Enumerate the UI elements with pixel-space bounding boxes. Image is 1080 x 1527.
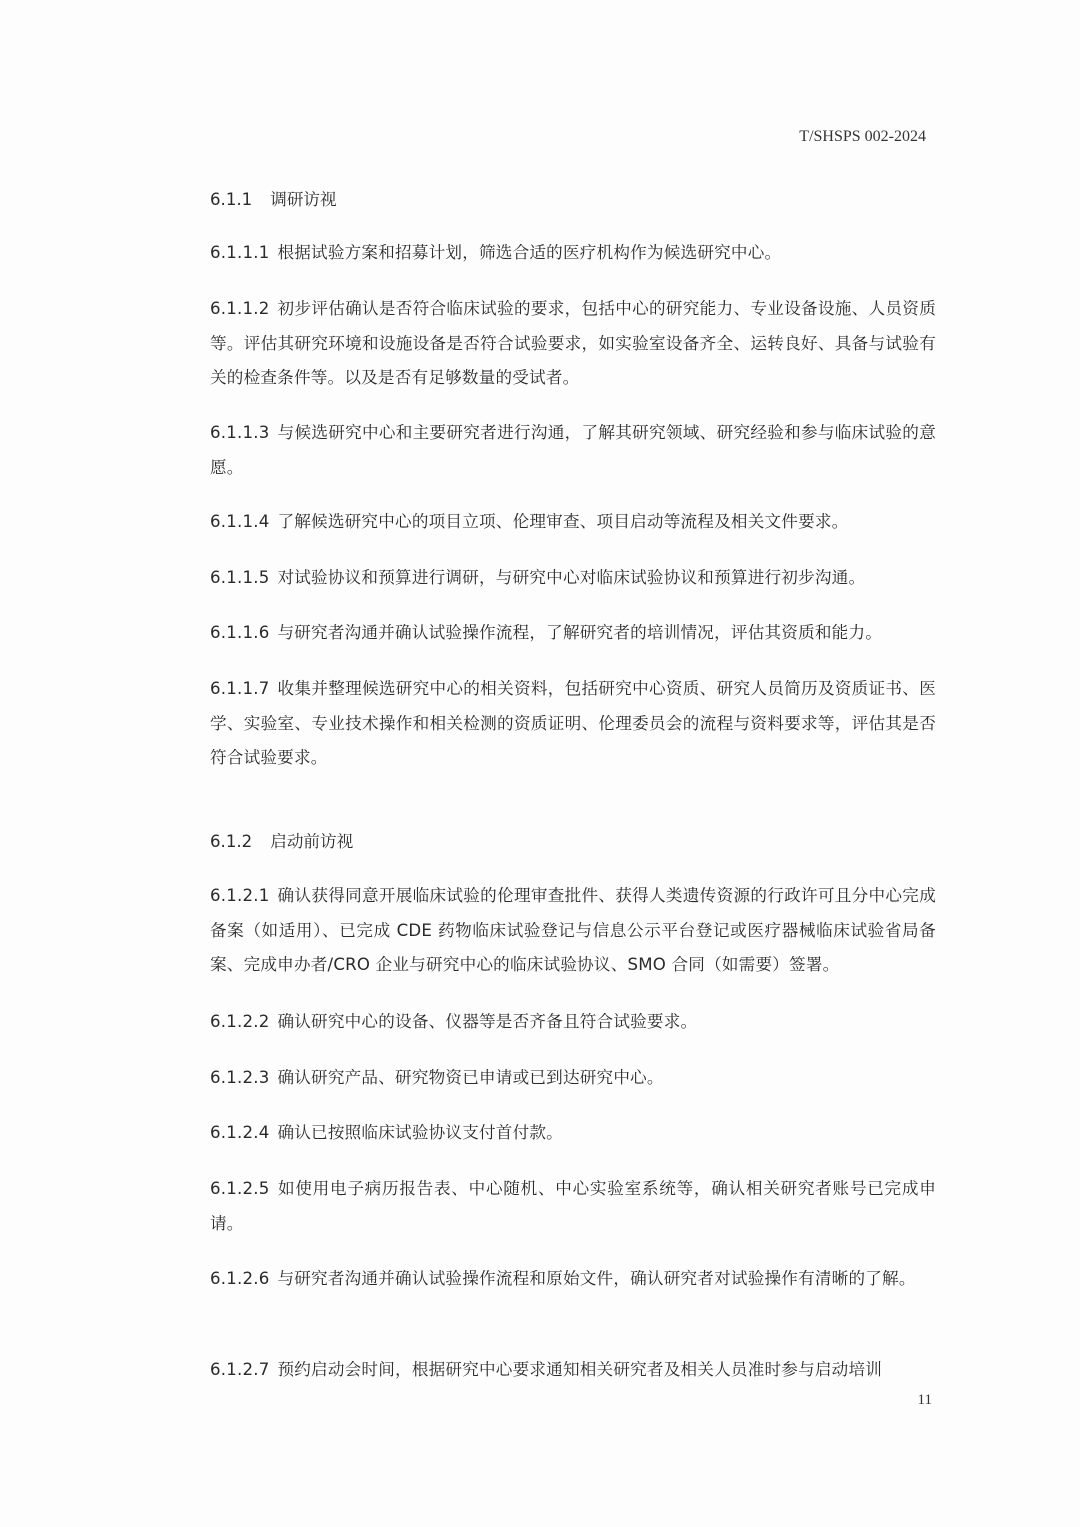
clause-6-1-1-2 [210,292,936,396]
clause-number: 6.1.1.7 [210,679,270,698]
clause-text: 对试验协议和预算进行调研，与研究中心对临床试验协议和预算进行初步沟通。 [277,568,866,587]
clause-text: 初步评估确认是否符合临床试验的要求，包括中心的研究能力、专业设备设施、人员资质等。评估其研究环境和设施设备是否符合试验要求，如实验室设备齐全、运转良好、具备与试验有关的检查条件等。以及是否有足够数量的受试者。 [210,299,936,388]
clause-number: 6.1.1.1 [210,243,270,262]
clause-number: 6.1.2.3 [210,1068,270,1087]
section-number: 6.1.1 [210,190,253,209]
clause-6-1-2-4 [210,1116,936,1151]
clause-number: 6.1.1.5 [210,568,270,587]
clause-6-1-2-3 [210,1061,936,1096]
clause-number: 6.1.2.1 [210,886,270,905]
clause-text: 根据试验方案和招募计划，筛选合适的医疗机构作为候选研究中心。 [277,243,782,262]
clause-6-1-1-7 [210,672,936,776]
clause-number: 6.1.2.5 [210,1179,270,1198]
section-heading-6-1-2 [210,825,353,859]
clause-number: 6.1.1.4 [210,512,270,531]
clause-number: 6.1.1.3 [210,423,270,442]
clause-text: 预约启动会时间，根据研究中心要求通知相关研究者及相关人员准时参与启动培训 [277,1360,883,1379]
clause-text: 确认获得同意开展临床试验的伦理审查批件、获得人类遗传资源的行政许可且分中心完成备案（如适用）、已完成 CDE 药物临床试验登记与信息公示平台登记或医疗器械临床试验省局备案、完成申办者/CRO 企业与研究中心的临床试验协议、SMO 合同（如需要）签署。 [210,886,936,975]
clause-number: 6.1.2.2 [210,1012,270,1031]
clause-6-1-2-2 [210,1005,936,1040]
clause-6-1-2-6 [210,1262,936,1297]
clause-6-1-1-1 [210,236,936,271]
clause-6-1-1-6 [210,616,936,651]
clause-text: 如使用电子病历报告表、中心随机、中心实验室系统等，确认相关研究者账号已完成申请。 [210,1179,936,1233]
page-number: 11 [917,1392,932,1408]
clause-text: 与研究者沟通并确认试验操作流程和原始文件，确认研究者对试验操作有清晰的了解。 [277,1269,916,1288]
section-heading-6-1-1 [210,183,337,217]
clause-6-1-2-5 [210,1172,936,1241]
clause-number: 6.1.2.7 [210,1360,270,1379]
clause-text: 确认研究中心的设备、仪器等是否齐备且符合试验要求。 [277,1012,698,1031]
clause-text: 与候选研究中心和主要研究者进行沟通，了解其研究领域、研究经验和参与临床试验的意愿。 [210,423,936,477]
clause-6-1-1-4 [210,505,936,540]
clause-number: 6.1.1.2 [210,299,270,318]
clause-text: 了解候选研究中心的项目立项、伦理审查、项目启动等流程及相关文件要求。 [277,512,849,531]
clause-number: 6.1.2.4 [210,1123,270,1142]
clause-text: 收集并整理候选研究中心的相关资料，包括研究中心资质、研究人员简历及资质证书、医学、实验室、专业技术操作和相关检测的资质证明、伦理委员会的流程与资料要求等，评估其是否符合试验要求。 [210,679,936,768]
clause-text: 与研究者沟通并确认试验操作流程，了解研究者的培训情况，评估其资质和能力。 [277,623,883,642]
clause-6-1-2-1 [210,879,936,983]
clause-6-1-1-5 [210,561,936,596]
clause-6-1-2-7 [210,1353,936,1388]
clause-text: 确认已按照临床试验协议支付首付款。 [277,1123,563,1142]
clause-text: 确认研究产品、研究物资已申请或已到达研究中心。 [277,1068,664,1087]
section-title: 调研访视 [270,190,337,209]
section-number: 6.1.2 [210,832,253,851]
section-title: 启动前访视 [270,832,354,851]
clause-number: 6.1.1.6 [210,623,270,642]
clause-number: 6.1.2.6 [210,1269,270,1288]
clause-6-1-1-3 [210,416,936,485]
standard-code-header: T/SHSPS 002-2024 [799,128,926,145]
